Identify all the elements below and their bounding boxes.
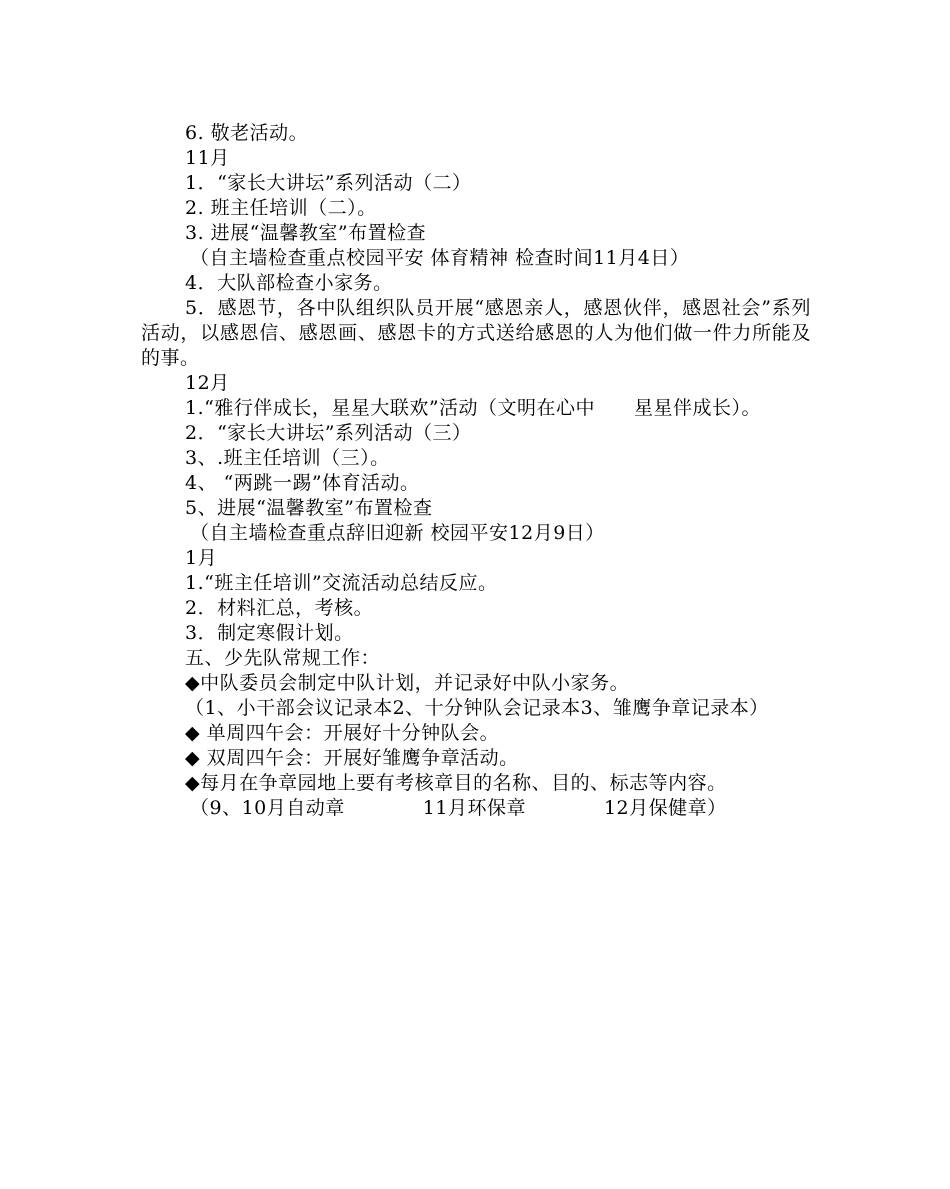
text-line: 1．“家长大讲坛”系列活动（二） (185, 172, 472, 194)
text-paragraph: 1.“雅行伴成长，星星大联欢”活动（文明在心中 星星伴成长）。 (185, 397, 762, 419)
text-line: 3、.班主任培训（三）。 (185, 447, 390, 469)
section-heading: 五、少先队常规工作： (185, 647, 381, 669)
text-paragraph: 5．感恩节，各中队组织队员开展“感恩亲人，感恩伙伴，感恩社会”系列活动，以感恩信、感恩画、感恩卡的方式送给感恩的人为他们做一件力所能及的事。 (141, 297, 811, 369)
month-heading: 11月 (185, 147, 230, 169)
bullet-line: ◆中队委员会制定中队计划，并记录好中队小家务。 (185, 672, 630, 694)
text-line: 4、 “两跳一踢”体育活动。 (185, 472, 420, 494)
text-line: 6. 敬老活动。 (185, 122, 309, 144)
text-line: 3. 进展“温馨教室”布置检查 (185, 222, 427, 244)
text-line: 4．大队部检查小家务。 (185, 272, 393, 294)
bullet-line: ◆每月在争章园地上要有考核章目的名称、目的、标志等内容。 (185, 772, 727, 794)
text-line: 2．“家长大讲坛”系列活动（三） (185, 422, 472, 444)
month-heading: 12月 (185, 372, 230, 394)
text-line: （自主墙检查重点校园平安 体育精神 检查时间11月4日） (190, 247, 690, 269)
text-line: （自主墙检查重点辞旧迎新 校园平安12月9日） (190, 522, 605, 544)
bullet-line: ◆ 单周四午会：开展好十分钟队会。 (185, 722, 500, 744)
text-line: 1.“班主任培训”交流活动总结反应。 (185, 572, 498, 594)
month-heading: 1月 (185, 547, 218, 569)
bullet-line: ◆ 双周四午会：开展好雏鹰争章活动。 (185, 747, 519, 769)
text-line: 5、进展“温馨教室”布置检查 (185, 497, 433, 519)
text-line: （9、10月自动章 11月环保章 12月保健章） (190, 797, 727, 819)
text-line: 2．材料汇总，考核。 (185, 597, 374, 619)
text-line: 2. 班主任培训（二）。 (185, 197, 377, 219)
text-paragraph: （1、小干部会议记录本2、十分钟队会记录本3、雏鹰争章记录本） (185, 697, 769, 719)
text-line: 3．制定寒假计划。 (185, 622, 354, 644)
document-body (141, 121, 811, 821)
